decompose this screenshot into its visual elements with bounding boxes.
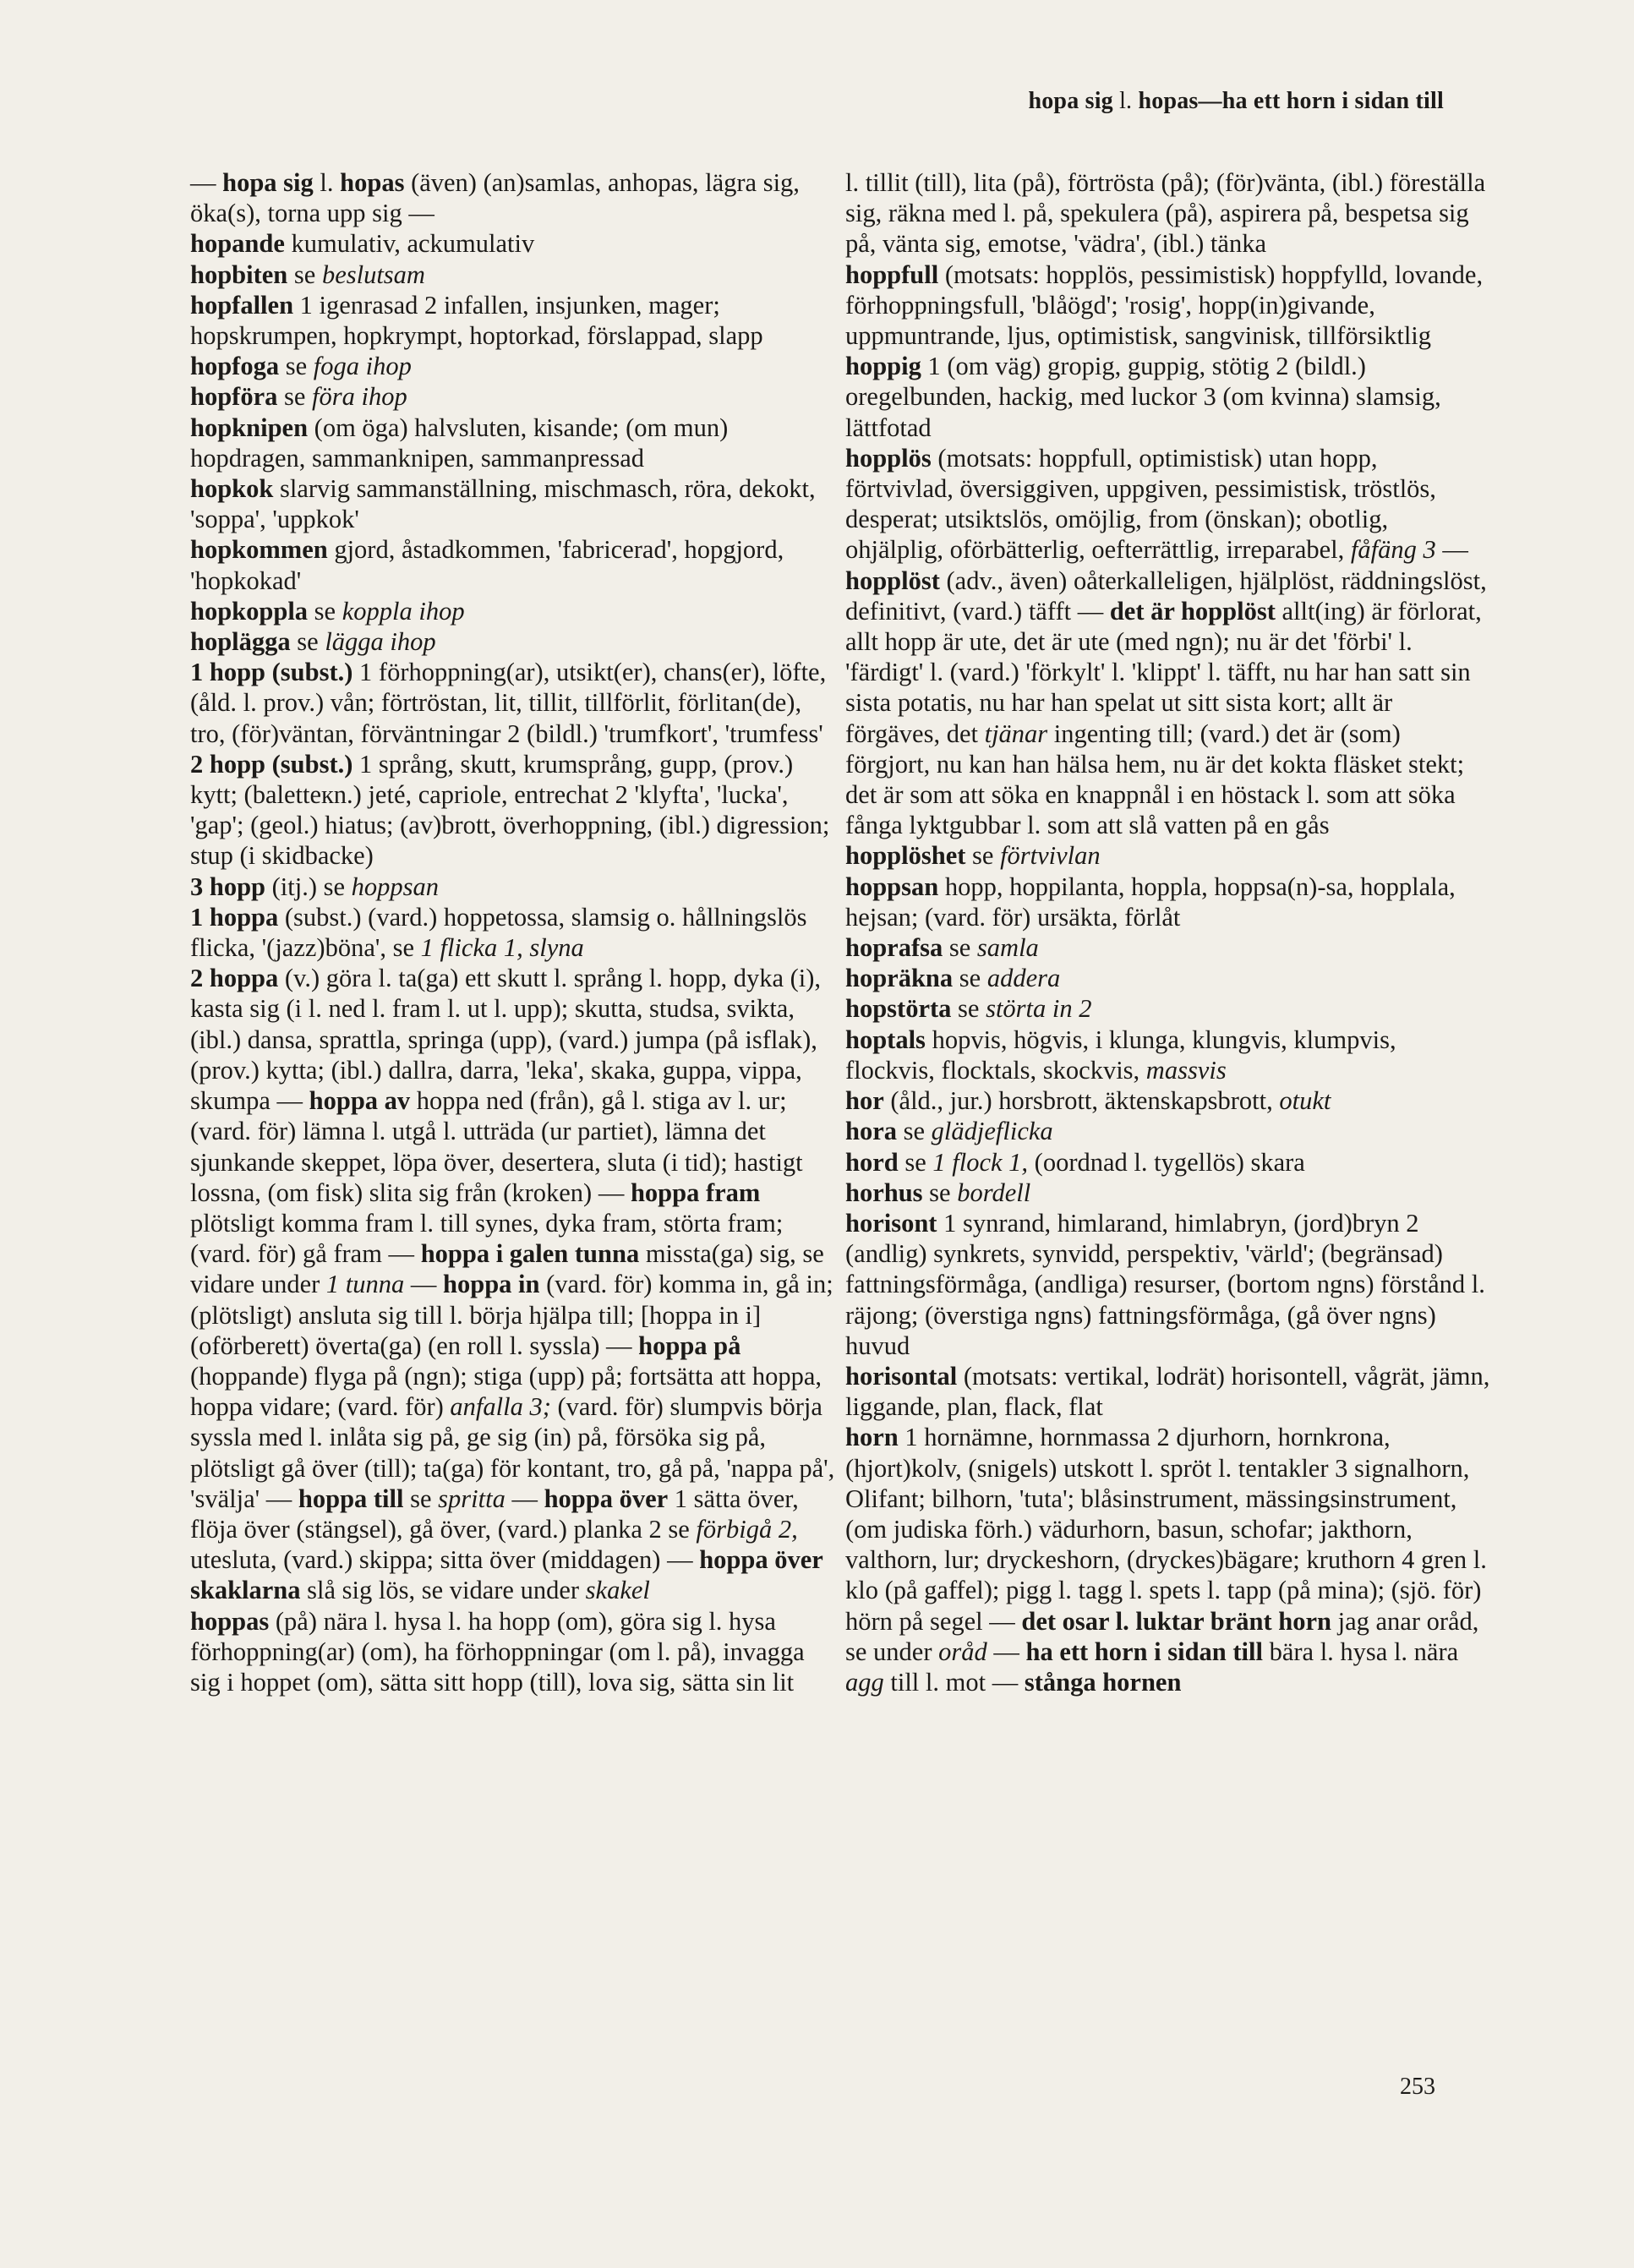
entry-text: (oordnad l. tygellös) skara [1028, 1147, 1305, 1177]
entry-text: se [922, 1178, 958, 1207]
dictionary-entry [845, 993, 1491, 1024]
entry-headword: horhus [845, 1178, 923, 1207]
dictionary-entry [845, 840, 1491, 871]
entry-headword: hoppas [190, 1606, 270, 1636]
entry-text: (hoppande) flyga på (ngn); stiga (upp) på; fortsätta att hoppa, hoppa vidare; (vard. för) [190, 1361, 822, 1422]
entry-headword: hopbiten [190, 260, 288, 289]
entry-headword: hopräkna [845, 964, 954, 993]
entry-text: — [190, 168, 223, 197]
entry-text: se [403, 1484, 439, 1513]
entry-text: — [505, 1484, 544, 1513]
entry-text: jag anar oråd, se under [845, 1606, 1479, 1666]
entry-crossref: skakel [585, 1576, 650, 1605]
entry-crossref: oråd [938, 1637, 987, 1666]
entry-headword: horn [845, 1423, 899, 1452]
dictionary-entry [845, 1178, 1491, 1208]
entry-headword: hopföra [190, 382, 278, 412]
dictionary-entry [190, 260, 836, 290]
entry-text: (åld., jur.) horsbrott, äktenskapsbrott, [883, 1086, 1280, 1116]
dictionary-entry [845, 167, 1491, 260]
entry-headword: hoppig [845, 352, 921, 381]
entry-headword: hoppa av [309, 1086, 411, 1116]
entry-text: (vard. för) komma in, gå in; (plötsligt) ansluta sig till l. börja hjälpa till; [hoppa in i] (oförberett) överta(ga) (en roll l. syssla) — [190, 1270, 833, 1360]
entry-text: l. tillit (till), lita (på), förtrösta (på); (för)vänta, (ibl.) föreställa sig, räkna med l. på, spekulera (på), aspirera på, bespetsa sig på, vänta sig, emotse, 'vädra', (ibl.) tänka [845, 168, 1486, 259]
entry-crossref: koppla ihop [342, 596, 465, 626]
entry-headword: hopplöshet [845, 841, 966, 871]
entry-text: 1 igenrasad 2 infallen, insjunken, mager; hopskrumpen, hopkrympt, hoptorkad, förslappad, slapp [190, 290, 763, 351]
entry-headword: 1 hoppa [190, 902, 279, 932]
entry-crossref: beslutsam [321, 260, 425, 289]
dictionary-entry [845, 1422, 1491, 1697]
entry-text: bära l. hysa l. nära [1262, 1637, 1459, 1666]
entry-crossref: massvis [1145, 1055, 1227, 1085]
entry-headword: hoprafsa [845, 933, 943, 963]
entry-text: 1 förhoppning(ar), utsikt(er), chans(er), löfte, (åld. l. prov.) vån; förtröstan, lit, tillit, tillförlit, förlitan(de), tro, (för)väntan, förväntningar 2 (bildl.) 'trumfkort', 'trumfess' [190, 658, 827, 748]
entry-text: — [404, 1270, 444, 1299]
entry-headword: 2 hoppa [190, 964, 279, 993]
entry-headword: hoptals [845, 1025, 926, 1054]
entry-headword: hord [845, 1147, 899, 1177]
entry-text: l. [313, 168, 341, 197]
entry-text: (v.) göra l. ta(ga) ett skutt l. språng l. hopp, dyka (i), kasta sig (i l. ned l. fram l. ut l. upp); skutta, studsa, svikta, (ibl.) dansa, sprattla, springa (upp), (vard.) jumpa (på isflak), (prov.) kytta; (ibl.) dallra, darra, 'leka', skaka, guppa, vippa, skumpa — [190, 964, 822, 1116]
entry-headword: hoppa i galen tunna [420, 1239, 640, 1269]
entry-text: allt(ing) är förlorat, allt hopp är ute, det är ute (med ngn); nu är det 'förbi' l. 'färdigt' l. (vard.) 'förkylt' l. 'klippt' l. täfft, nu har han satt sin sista potatis, nu har han spelat ut sitt sista kort; allt är förgäves, det [845, 596, 1482, 748]
entry-headword: hor [845, 1086, 884, 1116]
entry-text: se [965, 841, 1001, 871]
entry-text: (subst.) (vard.) hoppetossa, slamsig o. hållningslös flicka, '(jazz)böna', se [190, 902, 807, 963]
entry-crossref: lägga ihop [325, 627, 436, 657]
entry-text: (adv., även) oåterkalleligen, hjälplöst, räddningslöst, definitivt, (vard.) täfft — [845, 566, 1487, 626]
dictionary-entry [190, 290, 836, 351]
dictionary-entry [845, 1085, 1491, 1116]
entry-headword: stånga hornen [1024, 1667, 1182, 1697]
entry-crossref: spritta [438, 1484, 506, 1513]
entry-headword: hopfoga [190, 352, 280, 381]
entry-text: se [897, 1117, 932, 1146]
dictionary-entry [190, 167, 836, 228]
dictionary-entry [190, 381, 836, 412]
entry-headword: hoppa över skaklarna [190, 1545, 823, 1605]
entry-text: kumulativ, ackumulativ [284, 229, 535, 259]
entry-text: se [308, 596, 342, 626]
dictionary-entry [845, 1025, 1491, 1085]
entry-text: (vard. för) slumpvis börja syssla med l. inlåta sig på, ge sig (in) på, försöka sig på, plötsligt gå över (till); ta(ga) för kontant, tro, gå på, 'nappa på', 'svälja' — [190, 1392, 835, 1513]
right-column [845, 167, 1491, 1697]
entry-text: — [1435, 535, 1468, 565]
entry-crossref: 1 tunna [325, 1270, 405, 1299]
entry-crossref: anfalla 3; [450, 1392, 551, 1422]
entry-crossref: förtvivlan [1000, 841, 1101, 871]
running-header [1028, 88, 1444, 115]
entry-text: gjord, åstadkommen, 'fabricerad', hopgjord, 'hopkokad' [190, 535, 784, 595]
entry-text: till l. mot — [883, 1667, 1025, 1697]
entry-crossref: glädjeflicka [931, 1117, 1053, 1146]
header-separator: l. [1112, 88, 1139, 114]
entry-text: 1 sätta över, flöja över (stängsel), gå över, (vard.) planka 2 se [190, 1484, 799, 1544]
entry-text: missta(ga) sig, se vidare under [190, 1239, 824, 1299]
dictionary-entry [190, 749, 836, 872]
dictionary-entry [190, 473, 836, 534]
dictionary-entry [845, 1116, 1491, 1146]
dictionary-entry [845, 1361, 1491, 1422]
dictionary-entry [190, 872, 836, 902]
entry-headword: 3 hopp [190, 872, 266, 901]
entry-headword: hopstörta [845, 994, 952, 1024]
entry-crossref: 1 flicka 1, slyna [420, 933, 584, 963]
page-number: 253 [1400, 2074, 1435, 2100]
entry-headword: hopa sig [222, 168, 314, 197]
entry-headword: hopas [340, 168, 405, 197]
dictionary-entry [190, 228, 836, 259]
entry-crossref: foga ihop [313, 352, 412, 381]
dictionary-entry [845, 443, 1491, 841]
entry-headword: 2 hopp (subst.) [190, 749, 353, 779]
dictionary-entry [190, 413, 836, 473]
entry-headword: hopknipen [190, 413, 309, 442]
dictionary-entry [845, 260, 1491, 352]
entry-text: (itj.) se [265, 872, 352, 901]
header-first-entry: hopa sig [1028, 88, 1113, 114]
entry-text: se [943, 933, 977, 963]
entry-crossref: fåfäng 3 [1350, 535, 1436, 565]
entry-crossref: störta in 2 [986, 994, 1092, 1024]
entry-headword: det är hopplöst [1109, 596, 1276, 626]
entry-text: se [898, 1147, 933, 1177]
entry-text: se [951, 994, 986, 1024]
entry-headword: hoppa över [544, 1484, 669, 1513]
entry-crossref: bordell [957, 1178, 1031, 1207]
entry-headword: det osar l. luktar bränt horn [1021, 1606, 1331, 1636]
entry-text: ingenting till; (vard.) det är (som) förgjort, nu kan han hälsa hem, nu är det kokta fläsket stekt; det är som att söka en knappnål i en höstack l. som att söka fånga lyktgubbar l. som att slå vatten på en gås [845, 719, 1465, 840]
dictionary-entry [845, 872, 1491, 932]
left-column [190, 167, 836, 1697]
dictionary-entry [190, 1606, 836, 1698]
dictionary-entry [190, 351, 836, 381]
entry-text: 1 hornämne, hornmassa 2 djurhorn, hornkrona, (hjort)kolv, (snigels) utskott l. spröt l. tentakler 3 signalhorn, Olifant; bilhorn, 'tuta'; blåsinstrument, mässingsinstrument, (om judiska förh.) vädurhorn, basun, schofar; jakthorn, valthorn, lur; dryckeshorn, (dryckes)bägare; kruthorn 4 gren l. klo (på gaffel); pigg l. tagg l. spets l. tapp (på mina); (sjö. för) hörn på segel — [845, 1423, 1487, 1636]
dictionary-entry [845, 1147, 1491, 1178]
entry-text: slå sig lös, se vidare under [300, 1576, 586, 1605]
entry-text: hopp, hoppilanta, hoppla, hoppsa(n)-sa, hopplala, hejsan; (vard. för) ursäkta, förlåt [845, 872, 1456, 932]
entry-text: 1 (om väg) gropig, guppig, stötig 2 (bildl.) oregelbunden, hackig, med luckor 3 (om kvinna) slamsig, lättfotad [845, 352, 1441, 442]
entry-headword: hoppa in [443, 1270, 540, 1299]
entry-text: (om öga) halvsluten, kisande; (om mun) hopdragen, sammanknipen, sammanpressad [190, 413, 729, 473]
entry-text: hoppa ned (från), gå l. stiga av l. ur; (vard. för) lämna l. utgå l. utträda (ur partiet), lämna det sjunkande skeppet, löpa över, desertera, sluta (i tid); hastigt lossna, (om fisk) slita sig från (kroken) — [190, 1086, 803, 1207]
entry-text: se [290, 627, 325, 657]
entry-crossref: förbigå 2, [696, 1514, 798, 1544]
entry-text: se [277, 382, 313, 412]
entry-text: slarvig sammanställning, mischmasch, röra, dekokt, 'soppa', 'uppkok' [190, 474, 816, 534]
entry-crossref: hoppsan [351, 872, 440, 901]
entry-headword: hoppa på [638, 1331, 741, 1360]
entry-headword: hopfallen [190, 290, 294, 320]
entry-headword: hopplöst [845, 566, 940, 595]
dictionary-entry [190, 902, 836, 963]
entry-text: (även) (an)samlas, anhopas, lägra sig, öka(s), torna upp sig — [190, 168, 800, 228]
entry-headword: hopande [190, 229, 285, 259]
dictionary-entry [190, 596, 836, 626]
entry-crossref: 1 flock 1, [932, 1147, 1029, 1177]
entry-text: se [279, 352, 314, 381]
entry-headword: hopkommen [190, 535, 328, 565]
entry-text: se [953, 964, 987, 993]
entry-crossref: föra ihop [312, 382, 407, 412]
entry-crossref: addera [986, 964, 1061, 993]
entry-headword: hoplägga [190, 627, 291, 657]
entry-text: 1 språng, skutt, krumsprång, gupp, (prov.) kytt; (baletteкn.) jeté, capriole, entrechat 2 'klyfta', 'lucka', 'gap'; (geol.) hiatus; (av)brott, överhoppning, (ibl.) digression; stup (i skidbacke) [190, 749, 830, 871]
dictionary-entry [190, 534, 836, 595]
entry-text: se [287, 260, 322, 289]
entry-text: (motsats: hoppfull, optimistisk) utan hopp, förtvivlad, översiggiven, uppgiven, pessimistisk, tröstlös, desperat; utsiktslös, omöjlig, from (önskan); obotlig, ohjälplig, oförbätterlig, oefterrättlig, irreparabel, [845, 443, 1436, 565]
entry-headword: hopkoppla [190, 596, 309, 626]
entry-headword: hoppsan [845, 872, 939, 901]
entry-headword: hoppa fram [630, 1178, 761, 1207]
entry-headword: hora [845, 1117, 897, 1146]
dictionary-entry [845, 963, 1491, 993]
entry-headword: hoppfull [845, 260, 939, 289]
dictionary-entry [845, 351, 1491, 443]
entry-crossref: tjänar [984, 719, 1048, 748]
entry-text: hopvis, högvis, i klunga, klungvis, klumpvis, flockvis, flocktals, skockvis, [845, 1025, 1396, 1085]
dictionary-entry [845, 1208, 1491, 1361]
entry-crossref: agg [845, 1667, 884, 1697]
entry-text: (motsats: hopplös, pessimistisk) hoppfylld, lovande, förhoppningsfull, 'blåögd'; 'rosig', hopp(in)givande, uppmuntrande, ljus, optimistisk, sangvinisk, tillförsiktlig [845, 260, 1484, 351]
entry-text: — [986, 1637, 1026, 1666]
entry-text: 1 synrand, himlarand, himlabryn, (jord)bryn 2 (andlig) synkrets, synvidd, perspektiv, 'värld'; (begränsad) fattningsförmåga, (andliga) resurser, (bortom ngns) förstånd l. räjong; (överstiga ngns) fattningsförmåga, (gå över ngns) huvud [845, 1208, 1485, 1360]
entry-headword: ha ett horn i sidan till [1025, 1637, 1263, 1666]
dictionary-entry [190, 626, 836, 657]
entry-text: plötsligt komma fram l. till synes, dyka fram, störta fram; (vard. för) gå fram — [190, 1208, 784, 1269]
entry-crossref: otukt [1279, 1086, 1331, 1116]
entry-headword: hopplös [845, 443, 932, 473]
entry-text: utesluta, (vard.) skippa; sitta över (middagen) — [190, 1545, 700, 1575]
entry-headword: horisont [845, 1208, 937, 1238]
entry-headword: 1 hopp (subst.) [190, 658, 353, 687]
header-last-entry: hopas—ha ett horn i sidan till [1138, 88, 1444, 114]
entry-crossref: samla [976, 933, 1039, 963]
dictionary-entry [190, 963, 836, 1605]
entry-text: (på) nära l. hysa l. ha hopp (om), göra sig l. hysa förhoppning(ar) (om), ha förhoppningar (om l. på), invagga sig i hoppet (om), sätta sitt hopp (till), lova sig, sätta sin lit [190, 1606, 805, 1697]
entry-headword: hopkok [190, 474, 274, 504]
entry-headword: hoppa till [298, 1484, 404, 1513]
dictionary-entry [845, 932, 1491, 963]
entry-headword: horisontal [845, 1361, 958, 1391]
entry-text: (motsats: vertikal, lodrät) horisontell, vågrät, jämn, liggande, plan, flack, flat [845, 1361, 1490, 1422]
dictionary-entry [190, 657, 836, 749]
